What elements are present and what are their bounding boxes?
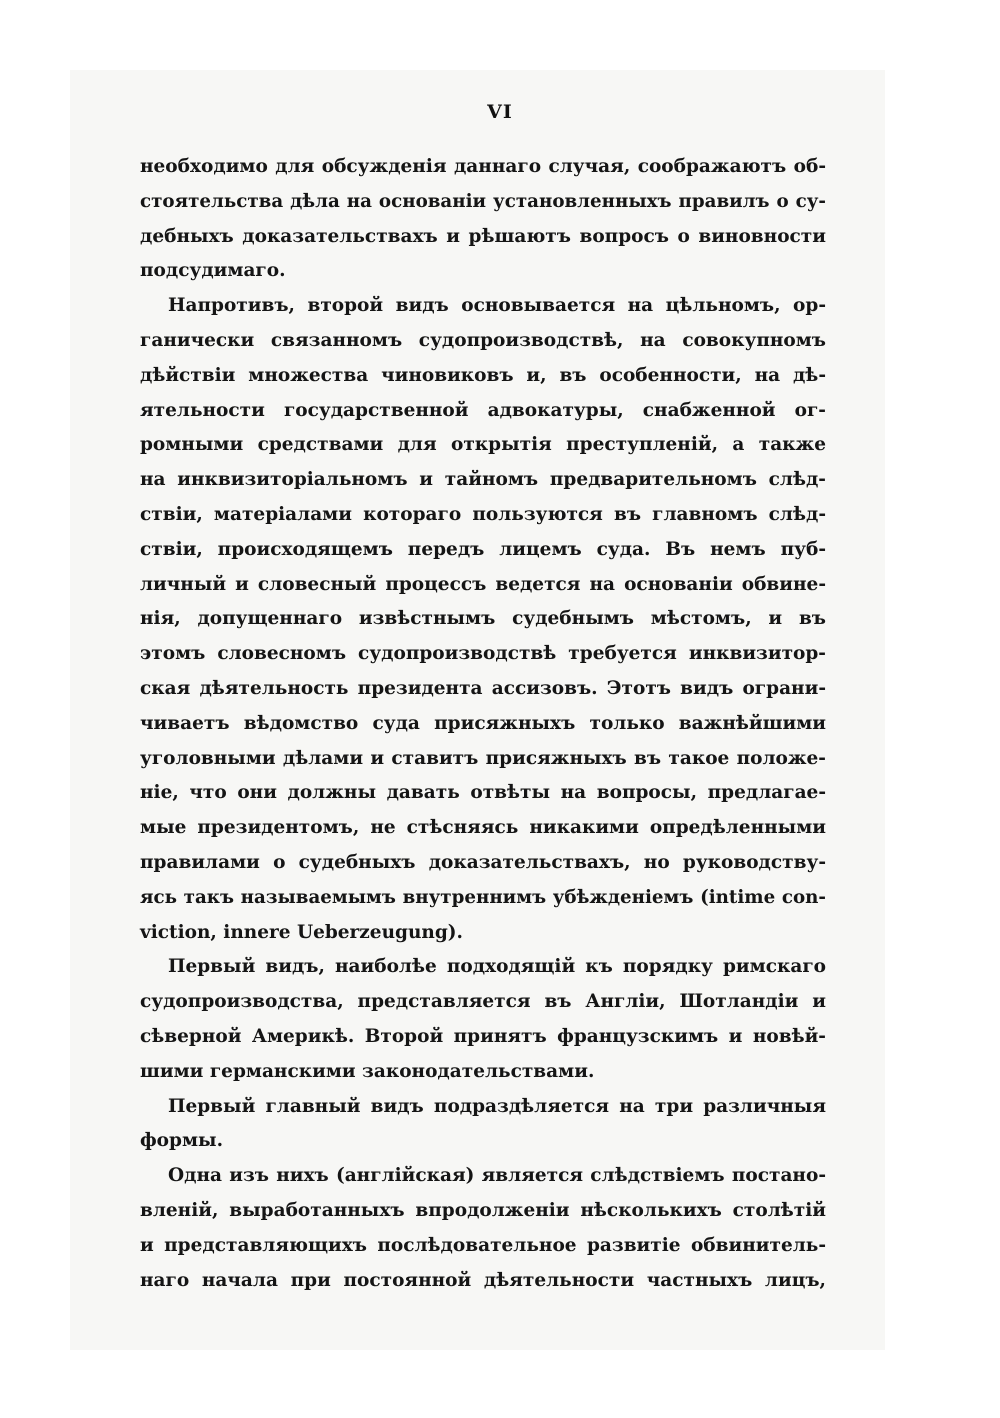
text-line: сѣверной Америкѣ. Второй принятъ французскимъ и новѣй- — [140, 1025, 826, 1047]
text-line: шими германскими законодательствами. — [140, 1060, 595, 1082]
text-line: и представляющихъ послѣдовательное развитіе обвинитель- — [140, 1234, 826, 1256]
text-line: уголовными дѣлами и ставитъ присяжныхъ въ такое положе- — [140, 747, 826, 769]
text-line: Напротивъ, второй видъ основывается на цѣльномъ, ор- — [168, 295, 826, 317]
text-line: личный и словесный процессъ ведется на основаніи обвине- — [140, 573, 826, 595]
text-line: судопроизводства, представляется въ Англіи, Шотландіи и — [140, 991, 826, 1013]
text-line: Первый главный видъ подраздѣляется на три различныя — [168, 1095, 826, 1117]
text-line: Первый видъ, наиболѣе подходящій къ порядку римскаго — [168, 956, 826, 978]
text-line: стоятельства дѣла на основаніи установленныхъ правилъ о су- — [140, 190, 826, 212]
text-line: мые президентомъ, не стѣсняясь никакими опредѣленными — [140, 817, 826, 839]
text-line: Одна изъ нихъ (англійская) является слѣдствіемъ постано- — [168, 1165, 826, 1187]
text-line: ствіи, происходящемъ передъ лицемъ суда. Въ немъ пуб- — [140, 538, 826, 560]
text-line: необходимо для обсужденія даннаго случая, соображаютъ об- — [140, 156, 826, 177]
text-line: формы. — [140, 1130, 224, 1152]
text-line: наго начала при постоянной дѣятельности частныхъ лицъ, — [140, 1269, 826, 1291]
text-line: ская дѣятельность президента ассизовъ. Этотъ видъ ограни- — [140, 677, 826, 699]
text-line: ніе, что они должны давать отвѣты на вопросы, предлагае- — [140, 782, 826, 804]
text-line: вленій, выработанныхъ впродолженіи нѣсколькихъ столѣтій — [140, 1199, 826, 1221]
body-text — [140, 150, 826, 1298]
text-line: ствіи, матеріалами котораго пользуются въ главномъ слѣд- — [140, 503, 826, 525]
text-line: ясь такъ называемымъ внутреннимъ убѣжденіемъ (intime con- — [140, 886, 826, 908]
text-line: подсудимаго. — [140, 260, 286, 282]
text-line: правилами о судебныхъ доказательствахъ, но руководству- — [140, 851, 826, 873]
text-line: дѣйствіи множества чиновиковъ и, въ особенности, на дѣ- — [140, 364, 826, 386]
text-line: этомъ словесномъ судопроизводствѣ требуется инквизитор- — [140, 643, 826, 665]
text-line: нія, допущеннаго извѣстнымъ судебнымъ мѣстомъ, и въ — [140, 608, 826, 630]
text-line: ятельности государственной адвокатуры, снабженной ог- — [140, 399, 826, 421]
text-line: дебныхъ доказательствахъ и рѣшаютъ вопросъ о виновности — [140, 225, 826, 247]
page-number: VI — [487, 101, 513, 123]
text-line: ромными средствами для открытія преступленій, а также — [140, 434, 826, 456]
text-line: ганически связанномъ судопроизводствѣ, на совокупномъ — [140, 329, 826, 351]
text-line: чиваетъ вѣдомство суда присяжныхъ только важнѣйшими — [140, 712, 826, 734]
text-line: на инквизиторіальномъ и тайномъ предварительномъ слѣд- — [140, 469, 826, 491]
text-line: viction, innere Ueberzeugung). — [140, 921, 463, 943]
